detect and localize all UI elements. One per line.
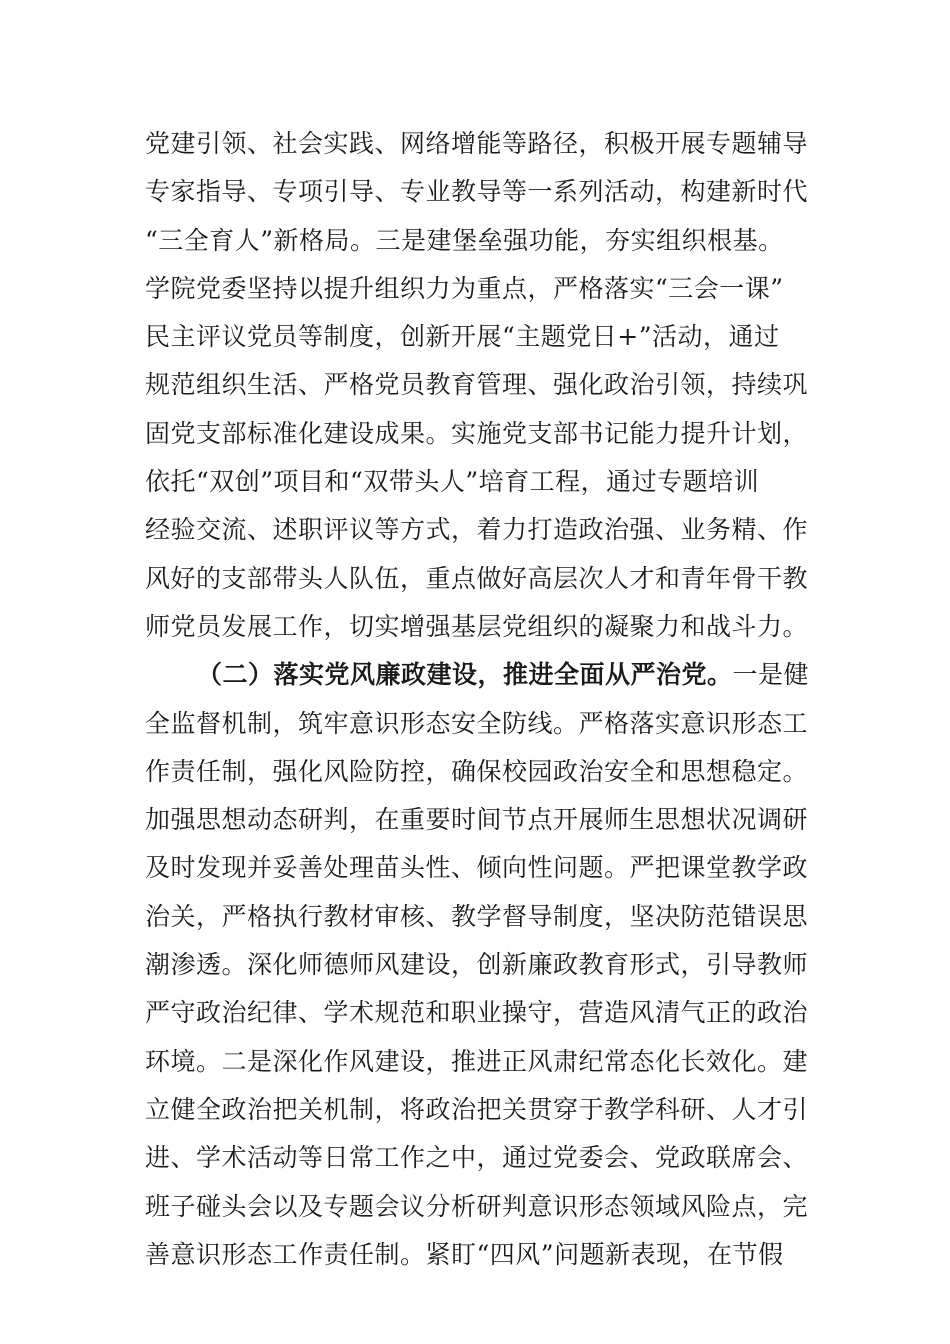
- text-line: 严守政治纪律、学术规范和职业操守，营造风清气正的政治: [145, 998, 809, 1028]
- text-line: 风好的支部带头人队伍，重点做好高层次人才和青年骨干教: [145, 563, 809, 593]
- text-line: 学院党委坚持以提升组织力为重点，严格落实“三会一课”: [145, 273, 784, 303]
- text-line: 规范组织生活、严格党员教育管理、强化政治引领，持续巩: [145, 370, 809, 400]
- text-line: 专家指导、专项引导、专业教导等一系列活动，构建新时代: [145, 177, 809, 207]
- text-line: 班子碰头会以及专题会议分析研判意识形态领域风险点，完: [145, 1191, 809, 1221]
- text-line: 立健全政治把关机制，将政治把关贯穿于教学科研、人才引: [145, 1094, 809, 1124]
- section-heading-rest: 一是健: [732, 660, 810, 690]
- text-line: 善意识形态工作责任制。紧盯“四风”问题新表现，在节假: [145, 1239, 784, 1269]
- text-line: 治关，严格执行教材审核、教学督导制度，坚决防范错误思: [145, 901, 809, 931]
- paragraph-2: [145, 651, 810, 1279]
- text-line: 固党支部标准化建设成果。实施党支部书记能力提升计划，: [145, 418, 809, 448]
- section-heading-line: [145, 651, 810, 699]
- section-heading: （二）落实党风廉政建设，推进全面从严治党。: [197, 660, 733, 690]
- text-line: 进、学术活动等日常工作之中，通过党委会、党政联席会、: [145, 1143, 809, 1173]
- text-line: “三全育人”新格局。三是建堡垒强功能，夯实组织根基。: [145, 225, 784, 255]
- text-line: 依托“双创”项目和“双带头人”培育工程，通过专题培训: [145, 467, 760, 497]
- document-page: [145, 120, 810, 1279]
- text-line: 全监督机制，筑牢意识形态安全防线。严格落实意识形态工: [145, 708, 809, 738]
- text-line: 加强思想动态研判，在重要时间节点开展师生思想状况调研: [145, 805, 809, 835]
- text-line: 师党员发展工作，切实增强基层党组织的凝聚力和战斗力。: [145, 611, 809, 641]
- paragraph-1: [145, 120, 810, 651]
- text-line: 潮渗透。深化师德师风建设，创新廉政教育形式，引导教师: [145, 950, 809, 980]
- text-line: 经验交流、述职评议等方式，着力打造政治强、业务精、作: [145, 515, 809, 545]
- text-line: 及时发现并妥善处理苗头性、倾向性问题。严把课堂教学政: [145, 853, 809, 883]
- text-line: 民主评议党员等制度，创新开展“主题党日+”活动，通过: [145, 322, 780, 352]
- text-line: 党建引领、社会实践、网络增能等路径，积极开展专题辅导: [145, 129, 809, 158]
- text-line: 环境。二是深化作风建设，推进正风肃纪常态化长效化。建: [145, 1046, 809, 1076]
- text-line: 作责任制，强化风险防控，确保校园政治安全和思想稳定。: [145, 756, 809, 786]
